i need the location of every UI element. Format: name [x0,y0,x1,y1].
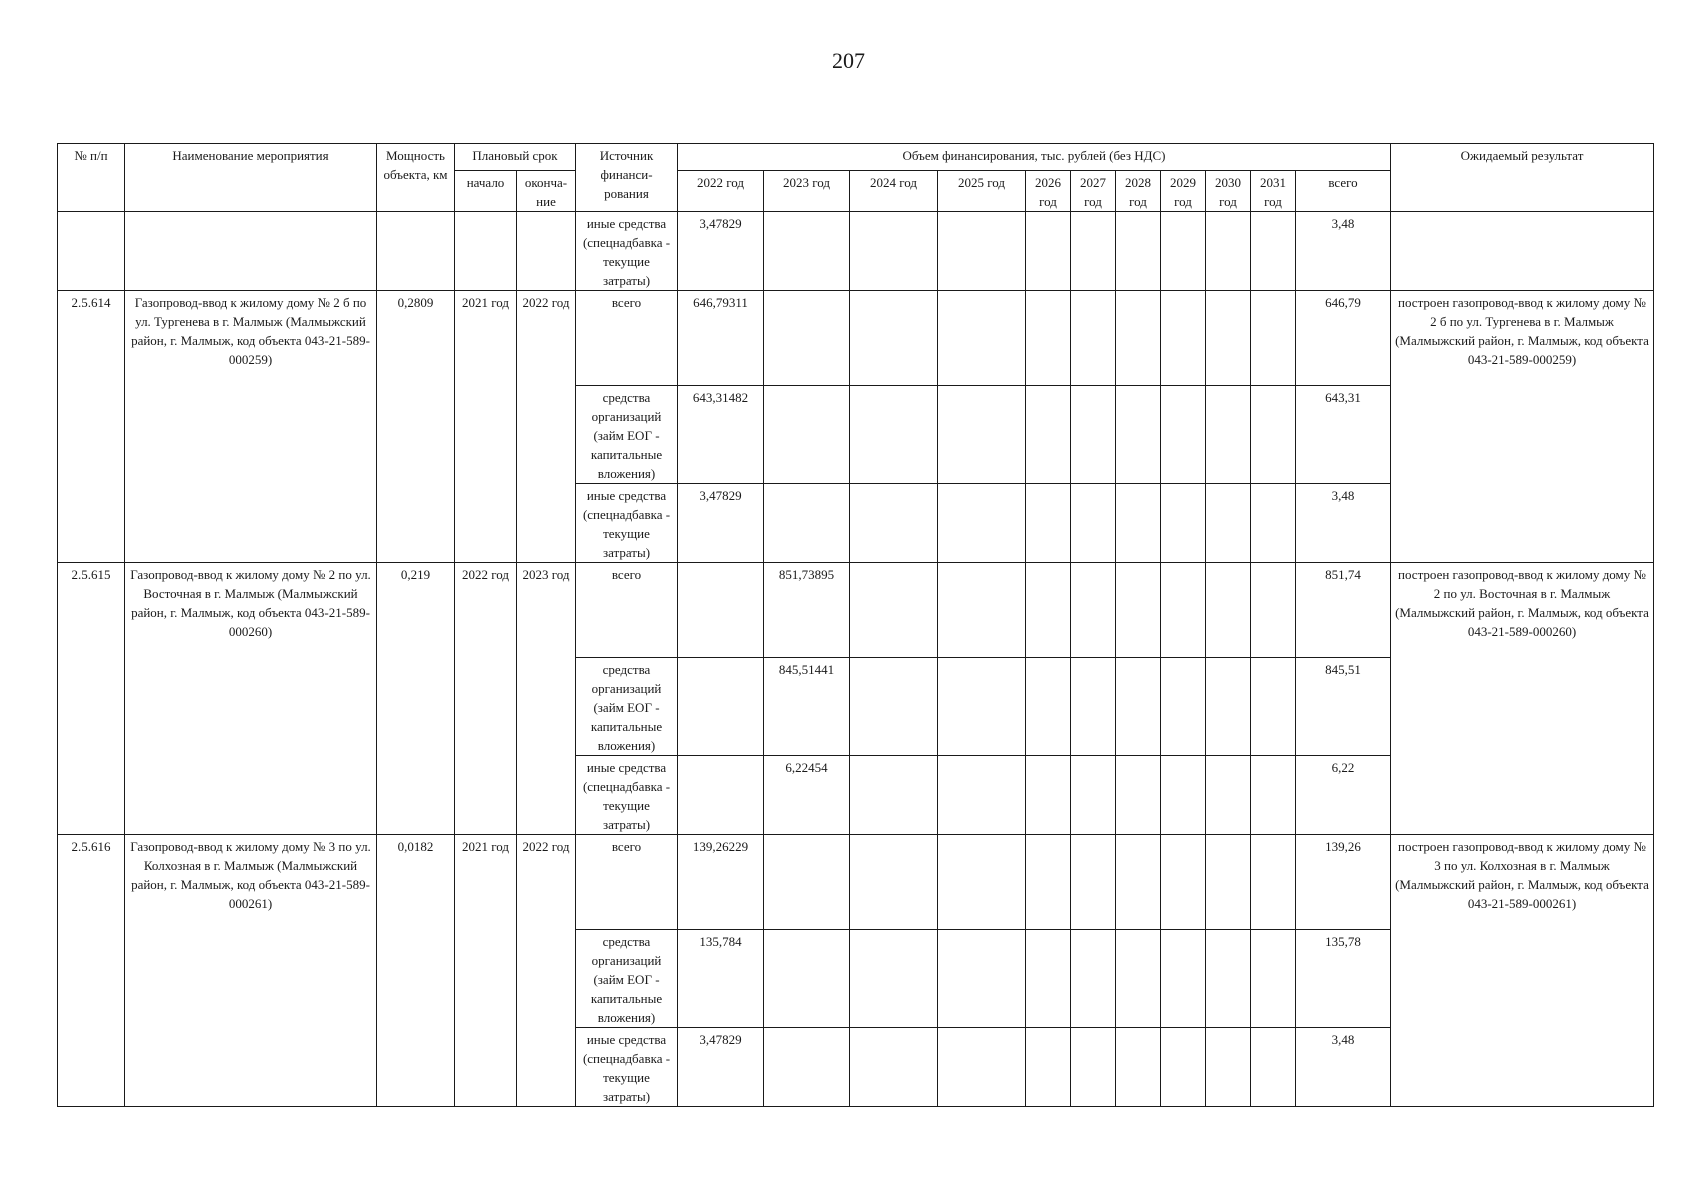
header-start: начало [455,171,517,212]
source-cell: всего [576,835,678,930]
header-year: 2028 год [1116,171,1161,212]
item-capacity: 0,219 [377,563,455,835]
value-cell [764,291,850,386]
value-cell: 6,22454 [764,756,850,835]
value-cell [678,658,764,756]
value-cell [764,1028,850,1107]
value-cell: 3,47829 [678,484,764,563]
page-number: 207 [832,48,865,73]
total-cell: 6,22 [1296,756,1391,835]
source-cell: всего [576,291,678,386]
total-cell: 135,78 [1296,930,1391,1028]
total-cell: 851,74 [1296,563,1391,658]
value-cell: 3,47829 [678,212,764,291]
value-cell [764,386,850,484]
total-cell: 643,31 [1296,386,1391,484]
value-cell: 851,73895 [764,563,850,658]
item-end: 2023 год [517,563,576,835]
item-name: Газопровод-ввод к жилому дому № 2 б по ул. Тургенева в г. Малмыж (Малмыжский район, г. Малмыж, код объекта 043-21-589-000259) [125,291,377,563]
item-result: построен газопровод-ввод к жилому дому № 2 б по ул. Тургенева в г. Малмыж (Малмыжский район, г. Малмыж, код объекта 043-21-589-000259) [1391,291,1654,563]
value-cell: 3,47829 [678,1028,764,1107]
header-end: оконча-ние [517,171,576,212]
header-year: 2030 год [1206,171,1251,212]
header-result: Ожидаемый результат [1391,144,1654,212]
header-year: 2026 год [1026,171,1071,212]
total-cell: 3,48 [1296,484,1391,563]
item-start: 2021 год [455,291,517,563]
value-cell: 643,31482 [678,386,764,484]
source-cell: средства организаций (займ ЕОГ - капитальные вложения) [576,658,678,756]
funding-table [57,143,1654,1107]
header-year: 2024 год [850,171,938,212]
source-cell: иные средства (спецнадбавка - текущие затраты) [576,1028,678,1107]
source-cell: средства организаций (займ ЕОГ - капитальные вложения) [576,386,678,484]
value-cell [678,756,764,835]
header-funding: Объем финансирования, тыс. рублей (без НДС) [678,144,1391,171]
value-cell [764,484,850,563]
item-num: 2.5.615 [58,563,125,835]
table-row [58,835,1654,930]
item-result: построен газопровод-ввод к жилому дому № 2 по ул. Восточная в г. Малмыж (Малмыжский район, г. Малмыж, код объекта 043-21-589-000260) [1391,563,1654,835]
total-cell: 845,51 [1296,658,1391,756]
table-row [58,291,1654,386]
header-num: № п/п [58,144,125,212]
item-num: 2.5.616 [58,835,125,1107]
value-cell: 139,26229 [678,835,764,930]
source-cell: средства организаций (займ ЕОГ - капитальные вложения) [576,930,678,1028]
header-plan-term: Плановый срок [455,144,576,171]
table-row [58,212,1654,291]
header-name: Наименование мероприятия [125,144,377,212]
item-start: 2021 год [455,835,517,1107]
item-end: 2022 год [517,291,576,563]
header-year: 2025 год [938,171,1026,212]
item-end: 2022 год [517,835,576,1107]
value-cell [764,835,850,930]
source-cell: всего [576,563,678,658]
item-start: 2022 год [455,563,517,835]
header-source: Источник финанси-рования [576,144,678,212]
header-year: 2022 год [678,171,764,212]
item-name: Газопровод-ввод к жилому дому № 3 по ул. Колхозная в г. Малмыж (Малмыжский район, г. Малмыж, код объекта 043-21-589-000261) [125,835,377,1107]
item-capacity: 0,2809 [377,291,455,563]
header-year: 2031 год [1251,171,1296,212]
source-cell: иные средства (спецнадбавка - текущие затраты) [576,484,678,563]
source-cell: иные средства (спецнадбавка - текущие затраты) [576,756,678,835]
value-cell: 845,51441 [764,658,850,756]
header-total: всего [1296,171,1391,212]
item-num: 2.5.614 [58,291,125,563]
source-cell: иные средства (спецнадбавка - текущие затраты) [576,212,678,291]
header-year: 2029 год [1161,171,1206,212]
value-cell: 646,79311 [678,291,764,386]
header-year: 2023 год [764,171,850,212]
total-cell: 646,79 [1296,291,1391,386]
value-cell [764,930,850,1028]
header-year: 2027 год [1071,171,1116,212]
item-name: Газопровод-ввод к жилому дому № 2 по ул. Восточная в г. Малмыж (Малмыжский район, г. Малмыж, код объекта 043-21-589-000260) [125,563,377,835]
total-cell: 3,48 [1296,212,1391,291]
table-row [58,563,1654,658]
value-cell: 135,784 [678,930,764,1028]
value-cell [678,563,764,658]
total-cell: 139,26 [1296,835,1391,930]
item-capacity: 0,0182 [377,835,455,1107]
header-capacity: Мощность объекта, км [377,144,455,212]
item-result: построен газопровод-ввод к жилому дому № 3 по ул. Колхозная в г. Малмыж (Малмыжский район, г. Малмыж, код объекта 043-21-589-000261) [1391,835,1654,1107]
total-cell: 3,48 [1296,1028,1391,1107]
